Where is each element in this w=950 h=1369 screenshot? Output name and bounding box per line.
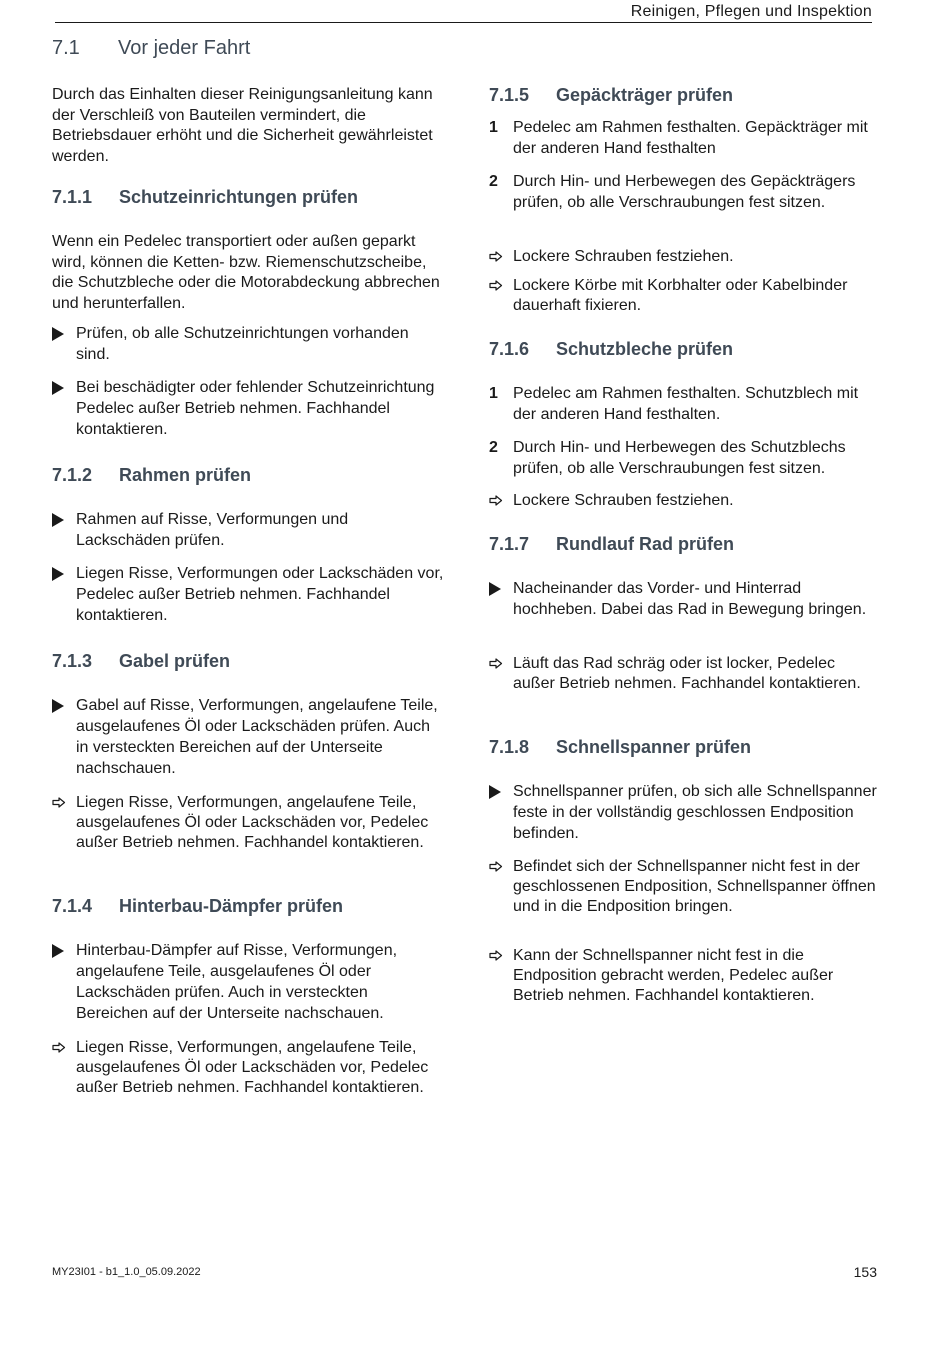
running-title: Reinigen, Pflegen und Inspektion xyxy=(630,3,872,20)
step-text: Pedelec am Rahmen festhalten. Schutzblech mit der anderen Hand festhalten. xyxy=(513,385,859,423)
section-title: Schutzbleche prüfen xyxy=(556,339,734,359)
triangle-bullet-icon xyxy=(52,940,72,958)
triangle-bullet-icon xyxy=(52,509,72,527)
step-text: Lockere Schrauben festziehen. xyxy=(513,248,734,265)
result-arrow-icon xyxy=(489,654,509,669)
step-text: Läuft das Rad schräg oder ist locker, Pedelec außer Betrieb nehmen. Fachhandel kontaktieren. xyxy=(513,655,861,692)
section-number: 7.1.4 xyxy=(52,896,93,916)
step-text: Liegen Risse, Verformungen, angelaufene Teile, ausgelaufenes Öl oder Lackschäden vor, Pedelec außer Betrieb nehmen. Fachhandel kontaktieren. xyxy=(76,1039,429,1096)
triangle-bullet-icon xyxy=(52,563,72,581)
section-number: 7.1.2 xyxy=(52,465,93,485)
triangle-bullet-icon xyxy=(52,377,72,395)
triangle-bullet-icon xyxy=(52,323,72,341)
step-text: Befindet sich der Schnellspanner nicht fest in der geschlossenen Endposition, Schnellspanner öffnen und in die Endposition bringen. xyxy=(513,858,876,915)
step-text: Schnellspanner prüfen, ob sich alle Schnellspanner feste in der vollständig geschlossen Endposition befinden. xyxy=(513,783,877,842)
page-number: 153 xyxy=(853,1264,877,1280)
step-text: Nacheinander das Vorder- und Hinterrad hochheben. Dabei das Rad in Bewegung bringen. xyxy=(513,580,867,618)
step-text: Liegen Risse, Verformungen oder Lackschäden vor, Pedelec außer Betrieb nehmen. Fachhandel kontaktieren. xyxy=(76,565,444,624)
section-title: Gabel prüfen xyxy=(119,651,231,671)
step-text: Kann der Schnellspanner nicht fest in die Endposition gebracht werden, Pedelec außer Betrieb nehmen. Fachhandel kontaktieren. xyxy=(513,947,834,1004)
section-title: Schutzeinrichtungen prüfen xyxy=(119,187,359,207)
section-number: 7.1.1 xyxy=(52,187,93,207)
section-title: Rundlauf Rad prüfen xyxy=(556,534,734,554)
result-arrow-icon xyxy=(489,276,509,291)
step-text: Prüfen, ob alle Schutzeinrichtungen vorhanden sind. xyxy=(76,325,409,363)
section-number: 7.1.5 xyxy=(489,85,530,105)
step-number: 1 xyxy=(489,385,498,402)
step-text: Lockere Körbe mit Korbhalter oder Kabelbinder dauerhaft fixieren. xyxy=(513,277,848,314)
triangle-bullet-icon xyxy=(489,578,509,596)
result-arrow-icon xyxy=(52,1038,72,1053)
step-number: 2 xyxy=(489,439,498,456)
step-text: Lockere Schrauben festziehen. xyxy=(513,492,734,509)
triangle-bullet-icon xyxy=(52,695,72,713)
step-text: Durch Hin- und Herbewegen des Schutzblechs prüfen, ob alle Verschraubungen fest sitzen. xyxy=(513,439,846,477)
section-number: 7.1.3 xyxy=(52,651,93,671)
step-text: Pedelec am Rahmen festhalten. Gepäckträger mit der anderen Hand festhalten xyxy=(513,119,868,157)
document-id: MY23I01 - b1_1.0_05.09.2022 xyxy=(52,1266,201,1278)
section-title: Hinterbau-Dämpfer prüfen xyxy=(119,896,344,916)
step-text: Rahmen auf Risse, Verformungen und Lackschäden prüfen. xyxy=(76,511,349,549)
section-title: Rahmen prüfen xyxy=(119,465,252,485)
step-text: Hinterbau-Dämpfer auf Risse, Verformungen, angelaufene Teile, ausgelaufenes Öl oder Lackschäden prüfen. Auch in versteckten Bereichen auf der Unterseite nachschauen. xyxy=(76,942,398,1022)
result-arrow-icon xyxy=(489,946,509,961)
step-text: Gabel auf Risse, Verformungen, angelaufene Teile, ausgelaufenes Öl oder Lackschäden prüfen. Auch in versteckten Bereichen auf der Unterseite nachschauen. xyxy=(76,697,438,777)
protection-paragraph: Wenn ein Pedelec transportiert oder außen geparkt wird, können die Ketten- bzw. Riemenschutzscheibe, die Schutzbleche oder die Motorabdeckung abbrechen und herunterfallen. xyxy=(52,233,440,312)
result-arrow-icon xyxy=(489,857,509,872)
section-number: 7.1 xyxy=(52,37,80,59)
section-number: 7.1.6 xyxy=(489,339,530,359)
intro-paragraph: Durch das Einhalten dieser Reinigungsanleitung kann der Verschleiß von Bauteilen vermindert, die Betriebsdauer erhöht und die Sicherheit gewährleistet werden. xyxy=(52,86,433,165)
result-arrow-icon xyxy=(489,491,509,506)
section-title: Schnellspanner prüfen xyxy=(556,737,752,757)
step-number: 1 xyxy=(489,119,498,136)
step-text: Durch Hin- und Herbewegen des Gepäckträgers prüfen, ob alle Verschraubungen fest sitzen. xyxy=(513,173,856,211)
triangle-bullet-icon xyxy=(489,781,509,799)
section-number: 7.1.7 xyxy=(489,534,530,554)
section-title: Gepäckträger prüfen xyxy=(556,85,734,105)
step-number: 2 xyxy=(489,173,498,190)
section-title: Vor jeder Fahrt xyxy=(118,37,251,59)
step-text: Liegen Risse, Verformungen, angelaufene Teile, ausgelaufenes Öl oder Lackschäden vor, Pedelec außer Betrieb nehmen. Fachhandel kontaktieren. xyxy=(76,794,429,851)
section-number: 7.1.8 xyxy=(489,737,530,757)
result-arrow-icon xyxy=(52,793,72,808)
result-arrow-icon xyxy=(489,247,509,262)
running-header xyxy=(55,0,872,23)
step-text: Bei beschädigter oder fehlender Schutzeinrichtung Pedelec außer Betrieb nehmen. Fachhandel kontaktieren. xyxy=(76,379,435,438)
